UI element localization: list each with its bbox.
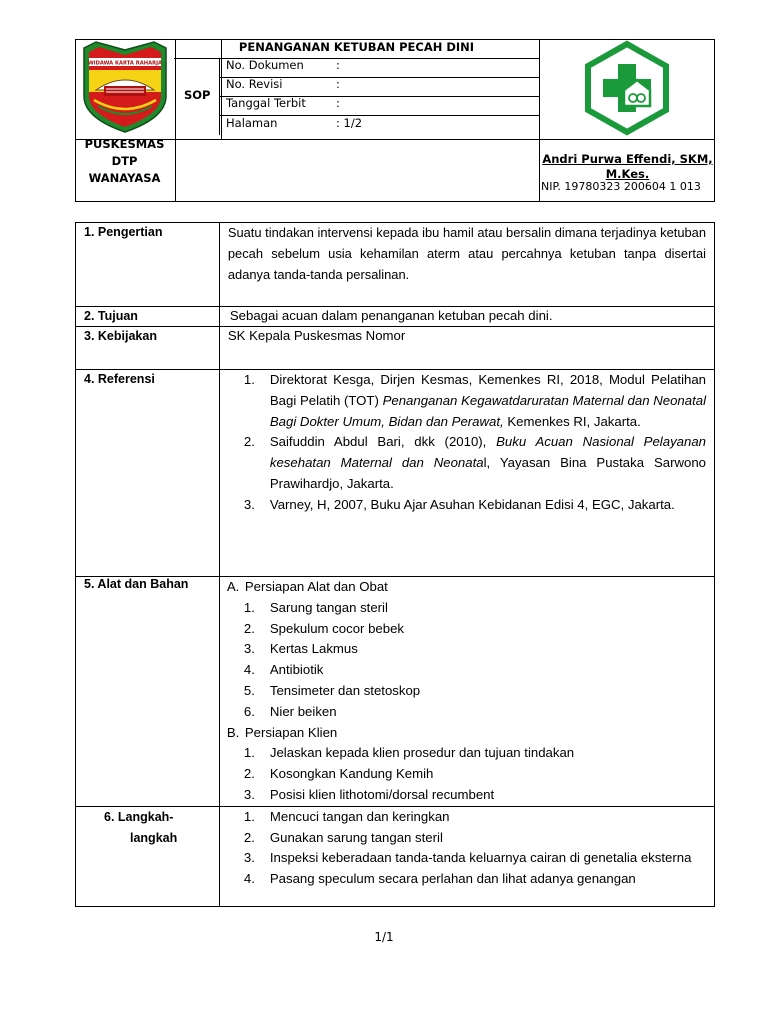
sop-label: SOP bbox=[184, 88, 211, 102]
group-title: Persiapan Alat dan Obat bbox=[244, 579, 388, 594]
ref-text: Varney, H, 2007, Buku Ajar Asuhan Kebidanan Edisi 4, EGC, Jakarta. bbox=[269, 496, 675, 512]
item-text: Antibiotik bbox=[269, 662, 324, 678]
field-label-tanggal-terbit: Tanggal Terbit bbox=[226, 96, 306, 110]
item-text: Spekulum cocor bebek bbox=[269, 620, 405, 636]
label-alat-bahan: 5. Alat dan Bahan bbox=[84, 577, 189, 591]
list-item: 4. Pasang speculum secara perlahan dan lihat adanya genangan bbox=[227, 869, 706, 890]
ref-title: Buku Acuan Nasional Pelayanan kesehatan Maternal dan Neonata bbox=[269, 434, 706, 471]
org-name bbox=[75, 136, 174, 187]
ref-text-tail: Kemenkes RI, Jakarta. bbox=[503, 413, 641, 429]
field-value-no-revisi: : bbox=[336, 77, 340, 91]
document-title: PENANGANAN KETUBAN PECAH DINI bbox=[238, 40, 475, 54]
field-label-no-dokumen: No. Dokumen bbox=[226, 58, 304, 72]
ref-text-tail: l, Yayasan Bina Pustaka Sarwono Prawihardjo, Jakarta. bbox=[269, 455, 706, 491]
group-heading-a bbox=[227, 577, 706, 598]
org-line-1: PUSKESMAS bbox=[84, 137, 165, 151]
group-letter: A. bbox=[226, 579, 240, 594]
item-text: Kertas Lakmus bbox=[269, 641, 358, 657]
field-value-tanggal-terbit: : bbox=[336, 96, 340, 110]
item-text: Mencuci tangan dan keringkan bbox=[269, 808, 450, 824]
item-number: 3. bbox=[243, 496, 255, 512]
logo-cell bbox=[76, 40, 176, 140]
list-langkah bbox=[220, 807, 714, 890]
field-label-halaman: Halaman bbox=[226, 116, 278, 130]
list-item bbox=[227, 432, 706, 494]
row-langkah bbox=[76, 806, 715, 906]
list-item bbox=[227, 495, 706, 516]
item-text: Gunakan sarung tangan steril bbox=[269, 829, 443, 845]
list-item: 2. Kosongkan Kandung Kemih bbox=[227, 764, 706, 785]
list-item: 2. Gunakan sarung tangan steril bbox=[227, 828, 706, 849]
signer-name-line-1: Andri Purwa Effendi, SKM, bbox=[542, 152, 713, 166]
group-heading-b bbox=[227, 723, 706, 744]
regency-crest-icon bbox=[76, 40, 175, 136]
group-title: Persiapan Klien bbox=[244, 724, 338, 740]
item-text: Nier beiken bbox=[269, 703, 337, 719]
list-item: 4. Antibiotik bbox=[227, 660, 706, 681]
signer-name bbox=[540, 152, 715, 182]
item-text: Kosongkan Kandung Kemih bbox=[269, 766, 434, 782]
list-item: 3. Inspeksi keberadaan tanda-tanda keluarnya cairan di genetalia eksterna bbox=[227, 848, 706, 869]
ref-text: Saifuddin Abdul Bari, dkk (2010), bbox=[269, 434, 497, 450]
text-tujuan: Sebagai acuan dalam penanganan ketuban pecah dini. bbox=[229, 308, 553, 323]
signer-name-line-2: M.Kes. bbox=[605, 167, 650, 181]
row-kebijakan bbox=[76, 327, 715, 370]
list-item: 3. Posisi klien lithotomi/dorsal recumbent bbox=[227, 785, 706, 806]
row-pengertian bbox=[76, 223, 715, 307]
list-item: 1. Mencuci tangan dan keringkan bbox=[227, 807, 706, 828]
row-tujuan bbox=[76, 307, 715, 327]
blank-cell bbox=[176, 140, 540, 202]
list-alat-bahan bbox=[220, 577, 714, 806]
item-text: Pasang speculum secara perlahan dan lihat adanya genangan bbox=[269, 871, 636, 887]
label-langkah-line-1: 6. Langkah- bbox=[104, 809, 174, 824]
signer-nip: NIP. 19780323 200604 1 013 bbox=[541, 180, 701, 193]
puskesmas-logo-cell bbox=[539, 40, 714, 140]
item-number: 1. bbox=[243, 372, 255, 387]
label-pengertian: 1. Pengertian bbox=[84, 225, 163, 239]
list-item: 1. Jelaskan kepada klien prosedur dan tujuan tindakan bbox=[227, 743, 706, 764]
label-tujuan: 2. Tujuan bbox=[84, 309, 138, 323]
item-text: Tensimeter dan stetoskop bbox=[269, 682, 421, 698]
crest-banner-text: WIDAWA KARTA RAHARJA bbox=[87, 60, 163, 67]
group-letter: B. bbox=[226, 724, 240, 740]
list-item: 1. Sarung tangan steril bbox=[227, 598, 706, 619]
item-text: Posisi klien lithotomi/dorsal recumbent bbox=[269, 786, 495, 802]
label-referensi: 4. Referensi bbox=[84, 372, 155, 386]
list-item: 6. Nier beiken bbox=[227, 702, 706, 723]
ref-title: Penanganan Kegawatdaruratan Maternal dan Neonatal Bagi Dokter Umum, Bidan dan Perawat, bbox=[269, 392, 706, 429]
list-item: 2. Spekulum cocor bebek bbox=[227, 619, 706, 640]
label-langkah bbox=[76, 807, 219, 849]
row-alat-bahan bbox=[76, 577, 715, 807]
item-number: 2. bbox=[243, 434, 255, 450]
list-item bbox=[227, 370, 706, 432]
sop-content-table bbox=[75, 222, 715, 907]
page-number: 1/1 bbox=[374, 930, 394, 944]
field-value-halaman: : 1/2 bbox=[336, 116, 363, 130]
field-label-no-revisi: No. Revisi bbox=[226, 77, 283, 91]
ref-text: Direktorat Kesga, Dirjen Kesmas, Kemenkes RI, 2018, Modul Pelatihan Bagi Pelatih (TOT) bbox=[269, 372, 706, 408]
item-text: Sarung tangan steril bbox=[269, 599, 388, 615]
item-text: Inspeksi keberadaan tanda-tanda keluarnya cairan di genetalia eksterna bbox=[269, 850, 692, 866]
label-kebijakan: 3. Kebijakan bbox=[84, 329, 157, 343]
text-kebijakan: SK Kepala Puskesmas Nomor bbox=[227, 328, 406, 343]
puskesmas-logo-icon bbox=[540, 40, 714, 136]
field-value-no-dokumen: : bbox=[336, 58, 340, 72]
row-referensi bbox=[76, 370, 715, 577]
label-langkah-line-2: langkah bbox=[130, 830, 178, 845]
org-line-2: DTP bbox=[111, 154, 138, 168]
org-line-3: WANAYASA bbox=[88, 171, 161, 185]
list-item: 3. Kertas Lakmus bbox=[227, 639, 706, 660]
text-pengertian: Suatu tindakan intervensi kepada ibu hamil atau bersalin dimana terjadinya ketuban pecah sebelum usia kehamilan aterm atau percahnya ketuban tanpa disertai adanya tanda-tanda persalinan. bbox=[227, 225, 706, 282]
list-item: 5. Tensimeter dan stetoskop bbox=[227, 681, 706, 702]
item-text: Jelaskan kepada klien prosedur dan tujuan tindakan bbox=[269, 745, 575, 761]
list-referensi bbox=[220, 370, 714, 516]
